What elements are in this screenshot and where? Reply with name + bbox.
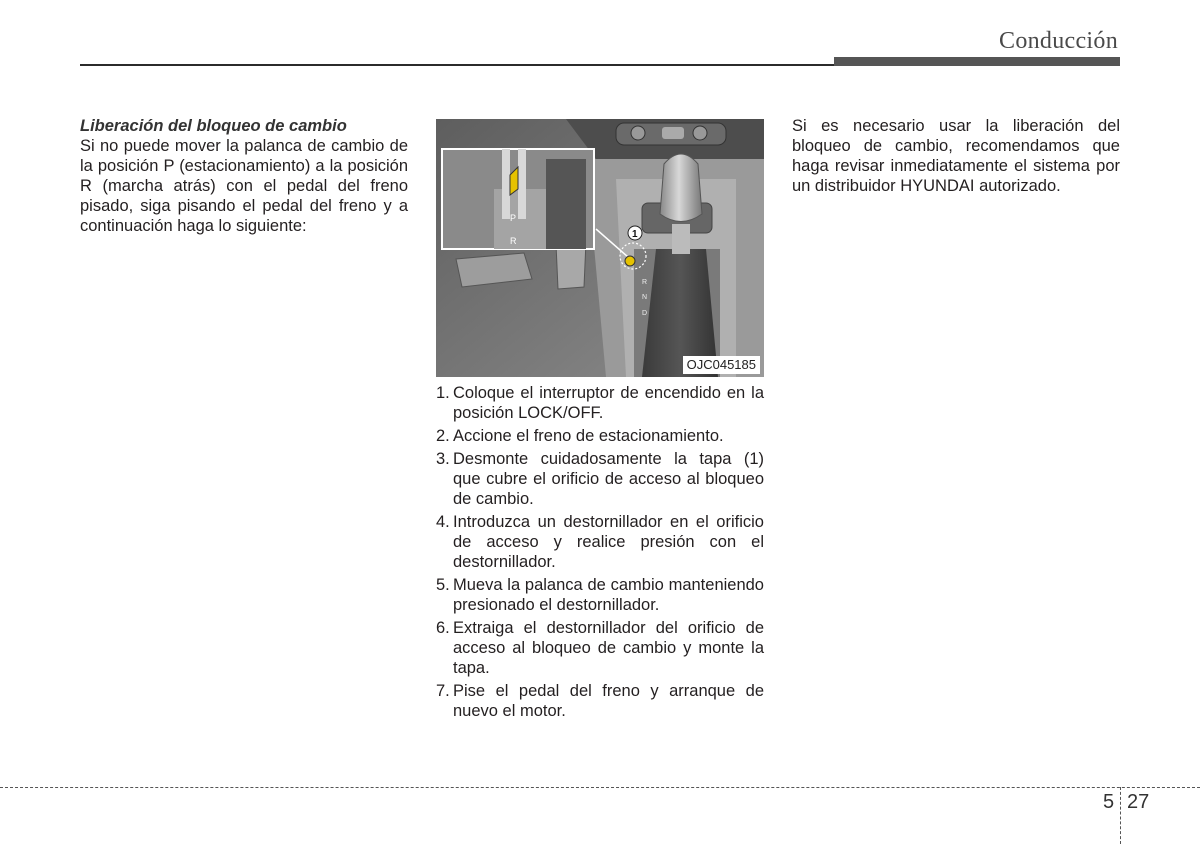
step-item (436, 618, 764, 678)
step-text: Extraiga el destornillador del orificio de acceso al bloqueo de cambio y monte la tapa. (453, 619, 764, 677)
step-item (436, 681, 764, 721)
chapter-number: 5 (1103, 791, 1115, 813)
step-number: 5. (436, 576, 450, 594)
step-number: 7. (436, 682, 450, 700)
footer-divider (1120, 787, 1121, 844)
step-text: Coloque el interruptor de encendido en la posición LOCK/OFF. (453, 384, 764, 422)
step-item (436, 426, 764, 446)
step-number: 2. (436, 427, 450, 445)
note-paragraph: Si es necesario usar la liberación del bloqueo de cambio, recomendamos que haga revisar inmediatamente el sistema por un distribuidor HYUNDAI autorizado. (792, 117, 1120, 195)
step-text: Accione el freno de estacionamiento. (453, 427, 724, 445)
steps-list (436, 383, 764, 724)
footer-rule (0, 787, 1200, 788)
inset-label-p: P (510, 213, 517, 223)
chapter-title: Conducción (999, 28, 1118, 54)
step-item (436, 512, 764, 572)
header-rule-accent (834, 57, 1120, 66)
intro-column (80, 116, 408, 236)
intro-paragraph: Si no puede mover la palanca de cambio de la posición P (estacionamiento) a la posición R (marcha atrás) con el pedal del freno pisado, siga pisando el pedal del freno y a continuación haga lo siguiente: (80, 137, 408, 235)
shift-lock-illustration (436, 119, 764, 377)
gate-label-n: N (642, 294, 648, 301)
step-number: 1. (436, 384, 450, 402)
step-item (436, 575, 764, 615)
step-text: Pise el pedal del freno y arranque de nuevo el motor. (453, 682, 764, 720)
page-number: 27 (1127, 791, 1150, 813)
step-text: Desmonte cuidadosamente la tapa (1) que cubre el orificio de acceso al bloqueo de cambio. (453, 450, 764, 508)
shift-lock-figure (436, 119, 764, 377)
step-number: 4. (436, 513, 450, 531)
header-rule (80, 64, 836, 66)
step-item (436, 383, 764, 423)
section-subtitle: Liberación del bloqueo de cambio (80, 117, 347, 135)
note-column (792, 116, 1120, 196)
figure-code: OJC045185 (683, 356, 760, 374)
step-item (436, 449, 764, 509)
callout-number: 1 (632, 229, 638, 240)
gate-label-r: R (642, 279, 648, 286)
step-text: Introduzca un destornillador en el orificio de acceso y realice presión con el destornillador. (453, 513, 764, 571)
step-number: 3. (436, 450, 450, 468)
gate-label-d: D (642, 310, 648, 317)
step-text: Mueva la palanca de cambio manteniendo presionado el destornillador. (453, 576, 764, 614)
step-number: 6. (436, 619, 450, 637)
inset-label-r: R (510, 236, 517, 246)
